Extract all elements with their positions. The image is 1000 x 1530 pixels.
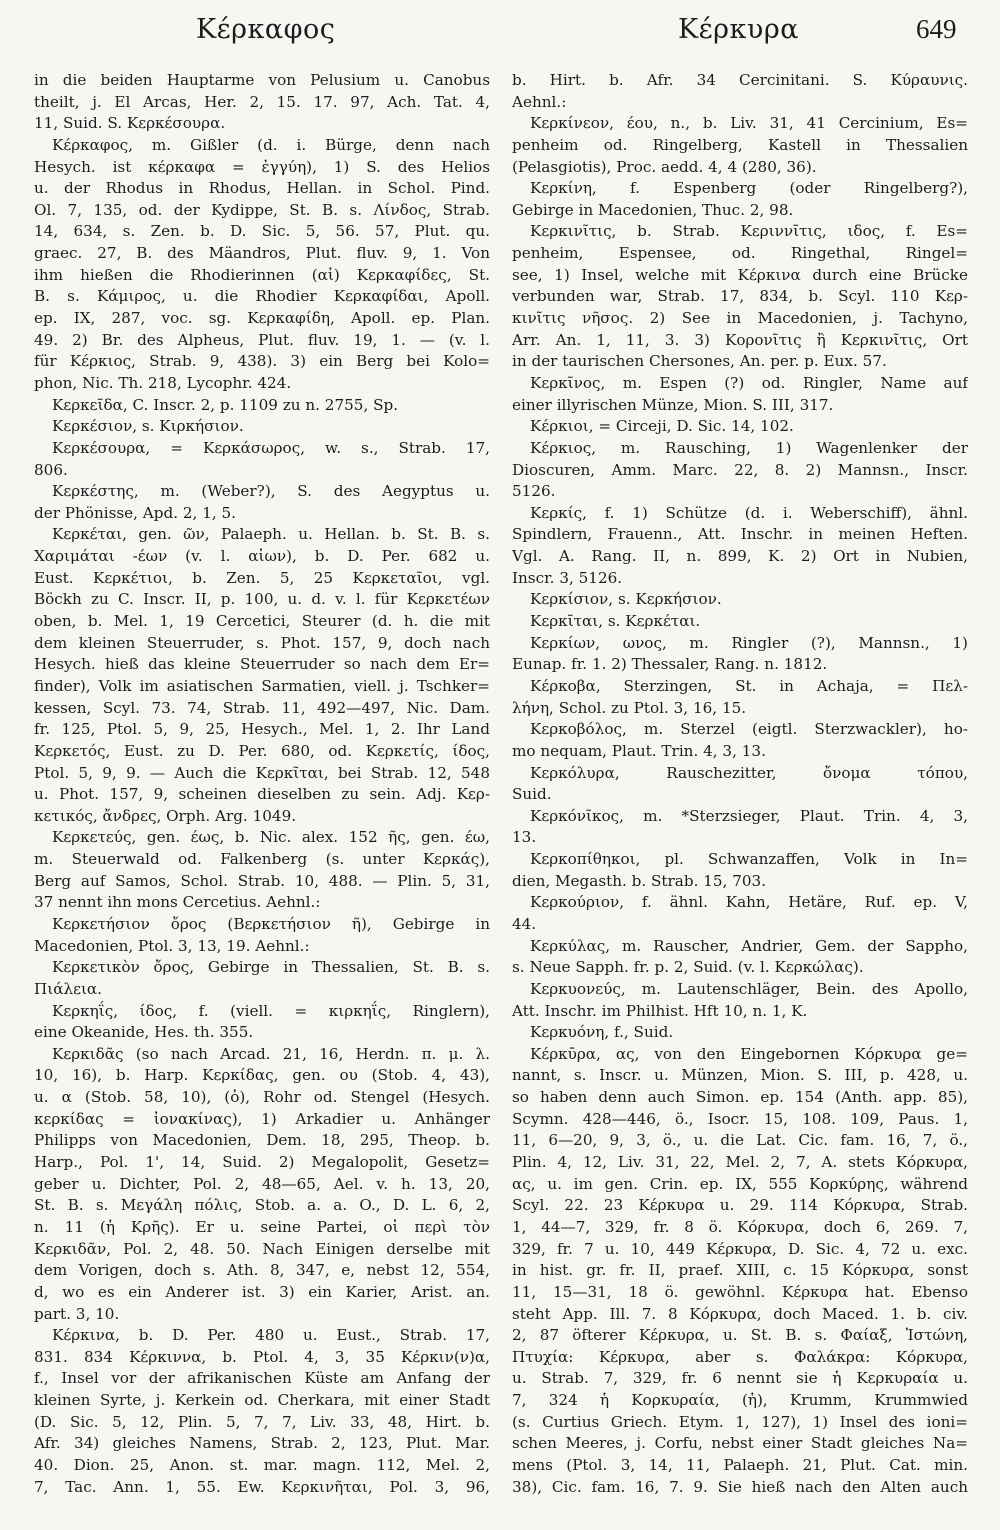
entry-headword-line: Κερκιδᾶς (so nach Arcad. 21, 16, Herdn. π. μ. λ.: [52, 1044, 490, 1063]
entry-headword-line: Κερκέστης, m. (Weber?), S. des Aegyptus u.: [52, 482, 490, 501]
text-line: ep. IX, 287, voc. sg. Κερκαφίδη, Apoll. ep. Plan.: [34, 309, 490, 328]
text-line: Χαριμάται -έων (v. l. αἰων), b. D. Per. 682 u.: [34, 547, 490, 566]
text-line: Scymn. 428—446, ö., Isocr. 15, 108. 109, Paus. 1,: [512, 1109, 968, 1128]
entry-headword-line: Κερκόλυρα, Rauschezitter, ὄνομα τόπου,: [530, 763, 968, 782]
text-line: 14, 634, s. Zen. b. D. Sic. 5, 56. 57, Plut. qu.: [34, 222, 490, 241]
text-line: see, 1) Insel, welche mit Κέρκινα durch eine Brücke: [512, 265, 968, 284]
text-line: dien, Megasth. b. Strab. 15, 703.: [512, 871, 767, 890]
text-line: oben, b. Mel. 1, 19 Cercetici, Steurer (d. h. die mit: [34, 612, 490, 631]
entry-headword-line: Κερκεῖδα, C. Inscr. 2, p. 1109 zu n. 2755, Sp.: [52, 395, 399, 414]
entry-headword-line: Κερκετικὸν ὄρος, Gebirge in Thessalien, St. B. s.: [52, 958, 490, 977]
text-line: penheim, Espensee, od. Ringethal, Ringel=: [512, 244, 968, 263]
text-line: 7, 324 ἡ Κορκυραία, (ἡ), Krumm, Krummwied: [512, 1391, 968, 1410]
text-line: 831. 834 Κέρκιννα, b. Ptol. 4, 3, 35 Κέρκιν(ν)α,: [34, 1347, 490, 1366]
text-line: dem kleinen Steuerruder, s. Phot. 157, 9, doch nach: [34, 633, 490, 652]
text-line: κερκίδας = ἰονακίνας), 1) Arkadier u. Anhänger: [34, 1109, 490, 1128]
entry-headword-line: Κέρκῡρα, ας, von den Eingebornen Κόρκυρα ge=: [530, 1044, 968, 1063]
text-line: Böckh zu C. Inscr. II, p. 100, u. d. v. l. für Κερκετέων: [34, 590, 490, 609]
text-line: Spindlern, Frauenn., Att. Inschr. in meinen Heften.: [512, 525, 968, 544]
text-line: 10, 16), b. Harp. Κερκίδας, gen. ου (Stob. 4, 43),: [34, 1066, 490, 1085]
text-line: phon, Nic. Th. 218, Lycophr. 424.: [34, 373, 292, 392]
text-line: ihm hießen die Rhodierinnen (αἱ) Κερκαφίδες, St.: [34, 265, 490, 284]
text-line: κινῖτις νῆσος. 2) See in Macedonien, j. Tachyno,: [512, 309, 968, 328]
text-line: 329, fr. 7 u. 10, 449 Κέρκυρα, D. Sic. 4, 72 u. exc.: [512, 1239, 968, 1258]
entry-headword-line: Κερκίσιον, s. Κερκήσιον.: [530, 590, 722, 609]
text-line: Hesych. hieß das kleine Steuerruder so nach dem Er=: [34, 655, 490, 674]
text-line: 40. Dion. 25, Anon. st. mar. magn. 112, Mel. 2,: [34, 1456, 490, 1474]
text-line: 49. 2) Br. des Alpheus, Plut. fluv. 19, 1. — (v. l.: [34, 330, 490, 349]
entry-headword-line: Κερκίς, f. 1) Schütze (d. i. Weberschiff), ähnl.: [530, 503, 968, 522]
text-line: Att. Inschr. im Philhist. Hft 10, n. 1, K.: [512, 1001, 808, 1020]
text-line: St. B. s. Μεγάλη πόλις, Stob. a. a. O., D. L. 6, 2,: [34, 1196, 490, 1215]
entry-headword-line: Κερκέσιον, s. Κιρκήσιον.: [52, 417, 244, 436]
running-head-left: Κέρκαφος: [196, 14, 336, 45]
text-line: 44.: [512, 914, 537, 933]
text-line: u. α (Stob. 58, 10), (ὁ), Rohr od. Stengel (Hesych.: [34, 1088, 490, 1107]
text-line: Vgl. A. Rang. II, n. 899, K. 2) Ort in Nubien,: [512, 547, 968, 566]
text-line: Dioscuren, Amm. Marc. 22, 8. 2) Mannsn., Inscr.: [512, 460, 968, 479]
entry-headword-line: Κέρκοβα, Sterzingen, St. in Achaja, = Πελ-: [530, 676, 968, 695]
text-line: mo nequam, Plaut. Trin. 4, 3, 13.: [512, 741, 766, 760]
text-line: b. Hirt. b. Afr. 34 Cercinitani. S. Κύραυνις.: [512, 71, 968, 89]
text-line: dem Vorigen, doch s. Ath. 8, 347, e, nebst 12, 554,: [34, 1261, 490, 1280]
text-line: Ol. 7, 135, od. der Kydippe, St. B. s. Λίνδος, Strab.: [34, 200, 490, 219]
text-line: Suid.: [512, 785, 552, 804]
text-line: Afr. 34) gleiches Namens, Strab. 2, 123, Plut. Mar.: [34, 1434, 490, 1453]
entry-headword-line: Κέρκιος, m. Rausching, 1) Wagenlenker der: [530, 438, 968, 457]
text-line: kleinen Syrte, j. Kerkein od. Cherkara, mit einer Stadt: [34, 1391, 490, 1410]
entry-headword-line: Κερκινῖτις, b. Strab. Κεριννῖτις, ιδος, f. Es=: [530, 222, 968, 241]
text-line: Berg auf Samos, Schol. Strab. 10, 488. — Plin. 5, 31,: [34, 871, 490, 890]
entry-headword-line: Κερκυόνη, f., Suid.: [530, 1023, 674, 1042]
text-line: in die beiden Hauptarme von Pelusium u. Canobus: [34, 71, 490, 89]
text-line: part. 3, 10.: [34, 1304, 120, 1323]
text-line: n. 11 (ἡ Κρῆς). Er u. seine Partei, οἱ περὶ τὸν: [34, 1217, 490, 1236]
entry-headword-line: Κερκύλας, m. Rauscher, Andrier, Gem. der Sappho,: [530, 936, 968, 955]
text-line: 7, Tac. Ann. 1, 55. Ew. Κερκινῆται, Pol. 3, 96,: [34, 1477, 490, 1496]
entry-headword-line: Κερκέται, gen. ῶν, Palaeph. u. Hellan. b. St. B. s.: [52, 525, 490, 544]
text-line: Aehnl.:: [512, 92, 567, 111]
entry-headword-line: Κέρκαφος, m. Gißler (d. i. Bürge, denn nach: [52, 135, 490, 154]
text-line: nannt, s. Inscr. u. Münzen, Mion. S. III, p. 428, u.: [512, 1066, 968, 1085]
text-line: u. der Rhodus in Rhodus, Hellan. in Schol. Pind.: [34, 179, 490, 198]
entry-headword-line: Κερκῖται, s. Κερκέται.: [530, 612, 701, 631]
text-line: (D. Sic. 5, 12, Plin. 5, 7, 7, Liv. 33, 48, Hirt. b.: [34, 1412, 490, 1431]
text-line: 37 nennt ihn mons Cercetius. Aehnl.:: [34, 893, 321, 912]
text-line: theilt, j. El Arcas, Her. 2, 15. 17. 97, Ach. Tat. 4,: [34, 92, 490, 111]
text-line: 5126.: [512, 482, 556, 501]
entry-headword-line: Κερκέσουρα, = Κερκάσωρος, w. s., Strab. 17,: [52, 438, 490, 457]
text-line: so haben denn auch Simon. ep. 154 (Anth. app. 85),: [512, 1088, 968, 1107]
entry-headword-line: Κερκίνη, f. Espenberg (oder Ringelberg?),: [530, 179, 968, 198]
text-line: 11, 15—31, 18 ö. gewöhnl. Κέρκυρα hat. Ebenso: [512, 1282, 968, 1301]
entry-headword-line: Κερκίνεον, έου, n., b. Liv. 31, 41 Cercinium, Es=: [530, 114, 968, 133]
page-header: [0, 14, 1000, 54]
text-line: 1, 44—7, 329, fr. 8 ö. Κόρκυρα, doch 6, 269. 7,: [512, 1217, 968, 1236]
text-line: u. Strab. 7, 329, fr. 6 nennt sie ἡ Κερκυραία u.: [512, 1369, 968, 1388]
text-line: Κερκιδᾶν, Pol. 2, 48. 50. Nach Einigen derselbe mit: [34, 1239, 490, 1258]
text-line: Arr. An. 1, 11, 3. 3) Κορονῖτις ἢ Κερκινῖτις, Ort: [512, 330, 968, 349]
text-line: graec. 27, B. des Mäandros, Plut. fluv. 9, 1. Von: [34, 244, 490, 263]
text-line: ας, u. im gen. Crin. ep. IX, 555 Κορκύρης, während: [512, 1174, 968, 1193]
text-line: s. Neue Sapph. fr. p. 2, Suid. (v. l. Κερκώλας).: [512, 958, 864, 977]
text-line: penheim od. Ringelberg, Kastell in Thessalien: [512, 135, 968, 154]
text-line: in der taurischen Chersones, An. per. p. Eux. 57.: [512, 352, 887, 371]
text-line: Macedonien, Ptol. 3, 13, 19. Aehnl.:: [34, 936, 310, 955]
entry-headword-line: Κερκυονεύς, m. Lautenschläger, Bein. des Apollo,: [530, 979, 968, 998]
text-line: (s. Curtius Griech. Etym. 1, 127), 1) Insel des ioni=: [512, 1412, 968, 1431]
left-column: [34, 70, 490, 1498]
text-line: Κερκετός, Eust. zu D. Per. 680, od. Κερκετίς, ίδος,: [34, 741, 490, 760]
text-line: (Pelasgiotis), Proc. aedd. 4, 4 (280, 36).: [512, 157, 817, 176]
entry-headword-line: Κερκοβόλος, m. Sterzel (eigtl. Sterzwackler), ho-: [530, 720, 968, 739]
entry-headword-line: Κερκηΐς, ίδος, f. (viell. = κιρκηΐς, Ringlern),: [52, 1001, 490, 1020]
text-line: finder), Volk im asiatischen Sarmatien, viell. j. Tschker=: [34, 676, 490, 695]
entry-headword-line: Κερκούριον, f. ähnl. Kahn, Hetäre, Ruf. ep. V,: [530, 893, 968, 912]
text-line: verbunden war, Strab. 17, 834, b. Scyl. 110 Κερ-: [512, 287, 968, 306]
text-line: Πιάλεια.: [34, 979, 102, 998]
text-line: 38), Cic. fam. 16, 7. 9. Sie hieß nach den Alten auch: [512, 1477, 968, 1496]
text-line: Harp., Pol. 1', 14, Suid. 2) Megalopolit, Gesetz=: [34, 1153, 490, 1172]
text-line: steht App. Ill. 7. 8 Κόρκυρα, doch Maced. 1. b. civ.: [512, 1304, 968, 1323]
entry-headword-line: Κερκίων, ωνος, m. Ringler (?), Mannsn., 1): [530, 633, 968, 652]
text-line: f., Insel vor der afrikanischen Küste am Anfang der: [34, 1369, 490, 1388]
text-line: in hist. gr. fr. II, praef. XIII, c. 15 Κόρκυρα, sonst: [512, 1261, 968, 1280]
text-line: 11, Suid. S. Κερκέσουρα.: [34, 114, 226, 133]
text-line: u. Phot. 157, 9, scheinen dieselben zu sein. Adj. Κερ-: [34, 785, 490, 804]
running-head-right: Κέρκυρα: [678, 14, 799, 45]
text-line: 806.: [34, 460, 68, 479]
text-line: für Κέρκιος, Strab. 9, 438). 3) ein Berg bei Kolo=: [34, 352, 490, 371]
text-line: B. s. Κάμιρος, u. die Rhodier Κερκαφίδαι, Apoll.: [34, 287, 490, 306]
text-line: d, wo es ein Anderer ist. 3) ein Karier, Arist. an.: [34, 1282, 490, 1301]
entry-headword-line: Κερκοπίθηκοι, pl. Schwanzaffen, Volk in In=: [530, 850, 968, 869]
text-line: Eunap. fr. 1. 2) Thessaler, Rang. n. 1812.: [512, 655, 828, 674]
entry-headword-line: Κερκόνῖκος, m. *Sterzsieger, Plaut. Trin. 4, 3,: [530, 806, 968, 825]
text-line: Inscr. 3, 5126.: [512, 568, 623, 587]
page-number: 649: [916, 14, 957, 44]
text-line: fr. 125, Ptol. 5, 9, 25, Hesych., Mel. 1, 2. Ihr Land: [34, 720, 490, 739]
text-line: Plin. 4, 12, Liv. 31, 22, Mel. 2, 7, A. stets Κόρκυρα,: [512, 1153, 968, 1172]
text-line: Gebirge in Macedonien, Thuc. 2, 98.: [512, 200, 794, 219]
text-line: Hesych. ist κέρκαφα = ἐγγύη), 1) S. des Helios: [34, 157, 490, 176]
text-line: Eust. Κερκέτιοι, b. Zen. 5, 25 Κερκεταῖοι, vgl.: [34, 568, 490, 587]
text-line: kessen, Scyl. 73. 74, Strab. 11, 492—497, Nic. Dam.: [34, 698, 490, 717]
text-line: 11, 6—20, 9, 3, ö., u. die Lat. Cic. fam. 16, 7, ö.,: [512, 1131, 968, 1150]
text-line: 2, 87 öfterer Κέρκυρα, u. St. B. s. Φαίαξ, Ἰστώνη,: [512, 1326, 968, 1345]
text-line: geber u. Dichter, Pol. 2, 48—65, Ael. v. h. 13, 20,: [34, 1174, 490, 1193]
text-line: Πτυχία: Κέρκυρα, aber s. Φαλάκρα: Κόρκυρα,: [512, 1347, 968, 1366]
text-line: einer illyrischen Münze, Mion. S. III, 317.: [512, 395, 834, 414]
entry-headword-line: Κέρκιοι, = Circeji, D. Sic. 14, 102.: [530, 417, 794, 436]
text-line: Ptol. 5, 9, 9. — Auch die Κερκῖται, bei Strab. 12, 548: [34, 763, 490, 782]
text-line: mens (Ptol. 3, 14, 11, Palaeph. 21, Plut. Cat. min.: [512, 1456, 968, 1474]
text-line: Philipps von Macedonien, Dem. 18, 295, Theop. b.: [34, 1131, 490, 1150]
text-line: schen Meeres, j. Corfu, nebst einer Stadt gleiches Na=: [512, 1434, 968, 1453]
right-column: [512, 70, 968, 1498]
text-line: der Phönisse, Apd. 2, 1, 5.: [34, 503, 237, 522]
text-line: 13.: [512, 828, 537, 847]
entry-headword-line: Κέρκινα, b. D. Per. 480 u. Eust., Strab. 17,: [52, 1326, 490, 1345]
entry-headword-line: Κερκετεύς, gen. έως, b. Nic. alex. 152 ῆς, gen. έω,: [52, 828, 490, 847]
entry-headword-line: Κερκῖνος, m. Espen (?) od. Ringler, Name auf: [530, 373, 968, 392]
text-line: κετικός, ἄνδρες, Orph. Arg. 1049.: [34, 806, 297, 825]
entry-headword-line: Κερκετήσιον ὄρος (Βερκετήσιον ῆ), Gebirge in: [52, 914, 490, 933]
text-line: m. Steuerwald od. Falkenberg (s. unter Κερκάς),: [34, 850, 490, 869]
text-line: Scyl. 22. 23 Κέρκυρα u. 29. 114 Κόρκυρα, Strab.: [512, 1196, 968, 1215]
text-line: eine Okeanide, Hes. th. 355.: [34, 1023, 254, 1042]
text-line: λήνη, Schol. zu Ptol. 3, 16, 15.: [512, 698, 747, 717]
